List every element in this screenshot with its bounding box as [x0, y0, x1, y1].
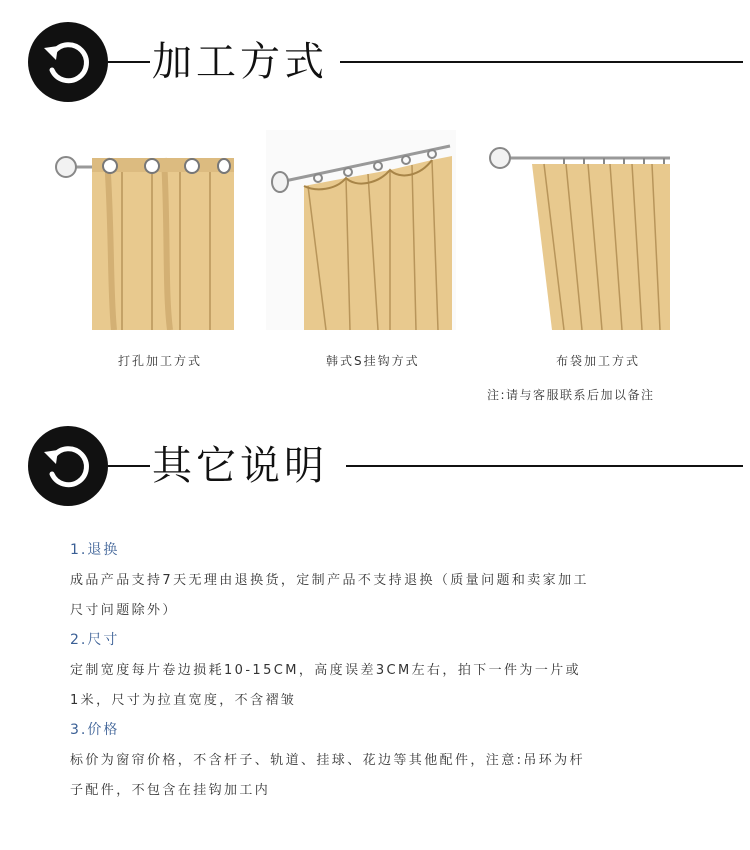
refresh-icon [28, 22, 108, 102]
info-item-title: 1.退换 [70, 542, 120, 558]
refresh-icon [28, 426, 108, 506]
header-connector [108, 465, 150, 467]
style-card-grommet [52, 130, 242, 330]
info-item-line: 成品产品支持7天无理由退换货，定制产品不支持退换（质量问题和卖家加工 [70, 573, 589, 588]
header-rule [340, 61, 743, 63]
section-header-processing [28, 22, 743, 102]
section-title: 其它说明 [152, 443, 328, 489]
section-header-notes [28, 426, 743, 506]
info-item-price [70, 718, 720, 806]
style-label-s-hook: 韩式S挂钩方式 [326, 354, 420, 368]
section-title: 加工方式 [152, 39, 328, 85]
info-item-returns [70, 538, 720, 626]
info-item-line: 1米，尺寸为拉直宽度，不含褶皱 [70, 693, 297, 708]
info-item-size [70, 628, 720, 716]
style-card-rod-pocket [484, 130, 674, 330]
info-item-line: 子配件，不包含在挂钩加工内 [70, 783, 271, 798]
info-list [70, 538, 720, 808]
info-item-line: 标价为窗帘价格，不含杆子、轨道、挂球、花边等其他配件，注意:吊环为杆 [70, 753, 585, 768]
curtain-styles [0, 130, 750, 410]
header-rule [346, 465, 743, 467]
info-item-title: 2.尺寸 [70, 632, 120, 648]
rod-pocket-curtain-illustration [484, 130, 674, 330]
style-card-s-hook [266, 130, 456, 330]
style-label-grommet: 打孔加工方式 [118, 354, 203, 368]
s-hook-curtain-illustration [266, 130, 456, 330]
info-item-line: 尺寸问题除外） [70, 603, 178, 618]
info-item-line: 定制宽度每片卷边损耗10-15CM，高度误差3CM左右，拍下一件为一片或 [70, 663, 582, 678]
style-label-rod-pocket: 布袋加工方式 [556, 354, 641, 368]
header-connector [108, 61, 150, 63]
note-text: 注:请与客服联系后加以备注 [487, 388, 655, 402]
grommet-curtain-illustration [52, 130, 242, 330]
info-item-title: 3.价格 [70, 722, 120, 738]
